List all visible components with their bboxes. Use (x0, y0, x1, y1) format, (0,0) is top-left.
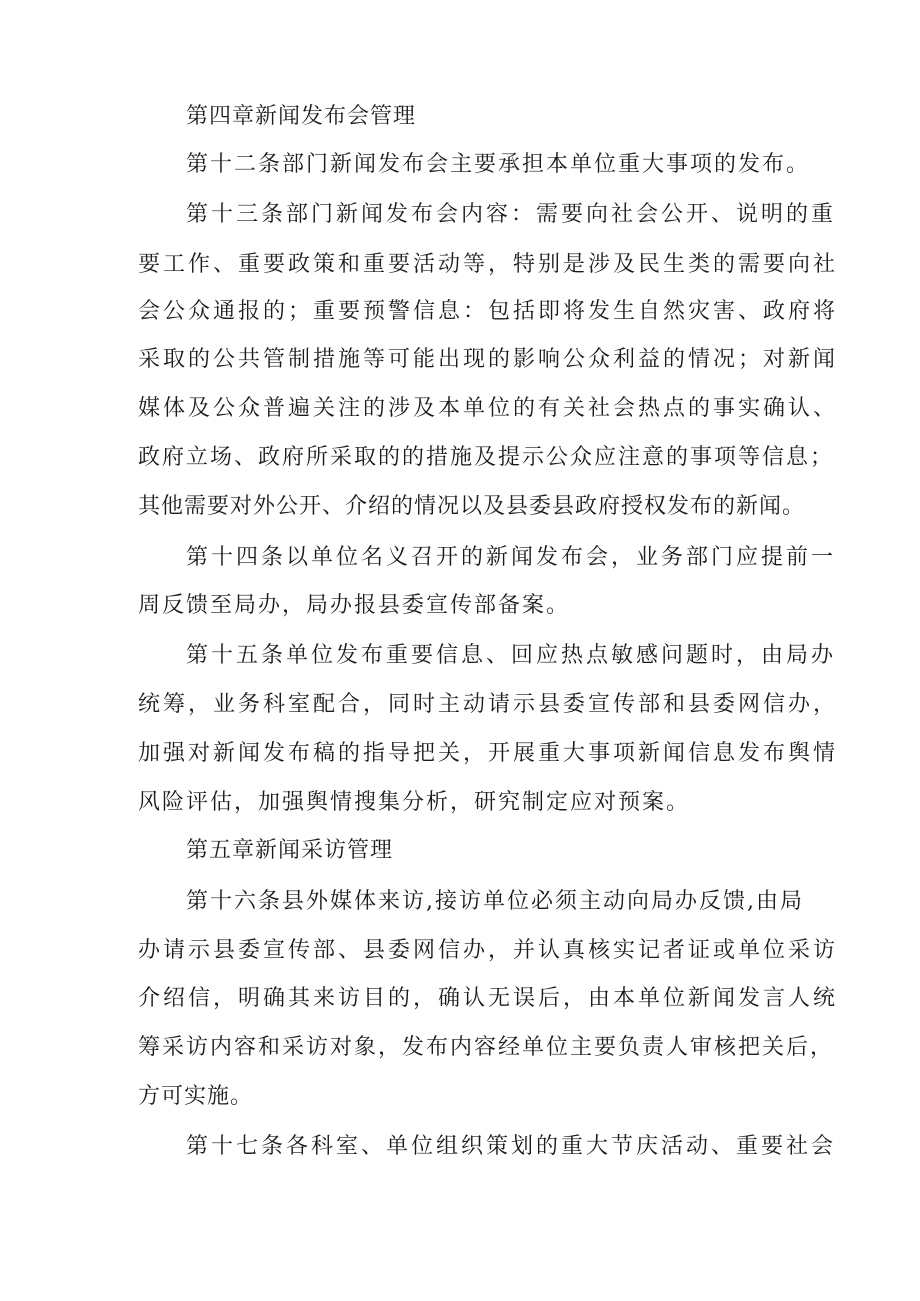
article-13-line-6: 政府立场、政府所采取的的措施及提示公众应注意的事项等信息； (138, 445, 835, 470)
chapter-heading-5: 第五章新闻采访管理 (186, 838, 394, 863)
article-13-line-1: 第十三条部门新闻发布会内容：需要向社会公开、说明的重 (186, 202, 837, 227)
article-13-line-3: 会公众通报的；重要预警信息：包括即将发生自然灾害、政府将 (138, 299, 839, 324)
article-15-line-1: 第十五条单位发布重要信息、回应热点敏感问题时，由局办 (186, 643, 837, 668)
article-14-line-2: 周反馈至局办，局办报县委宣传部备案。 (138, 593, 571, 618)
article-16-line-4: 筹采访内容和采访对象，发布内容经单位主要负责人审核把关后， (138, 1035, 835, 1060)
article-14-line-1: 第十四条以单位名义召开的新闻发布会，业务部门应提前一 (186, 545, 837, 570)
article-17-line-1: 第十七条各科室、单位组织策划的重大节庆活动、重要社会 (186, 1134, 837, 1159)
article-13-line-2: 要工作、重要政策和重要活动等，特别是涉及民生类的需要向社 (138, 252, 839, 277)
article-16-line-5: 方可实施。 (138, 1084, 254, 1109)
article-13-line-4: 采取的公共管制措施等可能出现的影响公众利益的情况；对新闻 (138, 347, 839, 372)
article-12-text: 第十二条部门新闻发布会主要承担本单位重大事项的发布。 (186, 152, 811, 177)
chapter-heading-4: 第四章新闻发布会管理 (186, 104, 417, 129)
article-15-line-3: 加强对新闻发布稿的指导把关，开展重大事项新闻信息发布舆情 (138, 741, 839, 766)
article-13-line-7: 其他需要对外公开、介绍的情况以及县委县政府授权发布的新闻。 (138, 494, 806, 519)
article-15-line-2: 统筹，业务科室配合，同时主动请示县委宣传部和县委网信办， (138, 692, 839, 717)
article-16-line-3: 介绍信，明确其来访目的，确认无误后，由本单位新闻发言人统 (138, 986, 839, 1011)
article-15-line-4: 风险评估，加强舆情搜集分析，研究制定应对预案。 (138, 790, 691, 815)
article-13-line-5: 媒体及公众普遍关注的涉及本单位的有关社会热点的事实确认、 (138, 396, 839, 421)
article-16-line-2: 办请示县委宣传部、县委网信办，并认真核实记者证或单位采访 (138, 938, 839, 963)
article-16-line-1: 第十六条县外媒体来访,接访单位必须主动向局办反馈,由局 (186, 889, 804, 914)
